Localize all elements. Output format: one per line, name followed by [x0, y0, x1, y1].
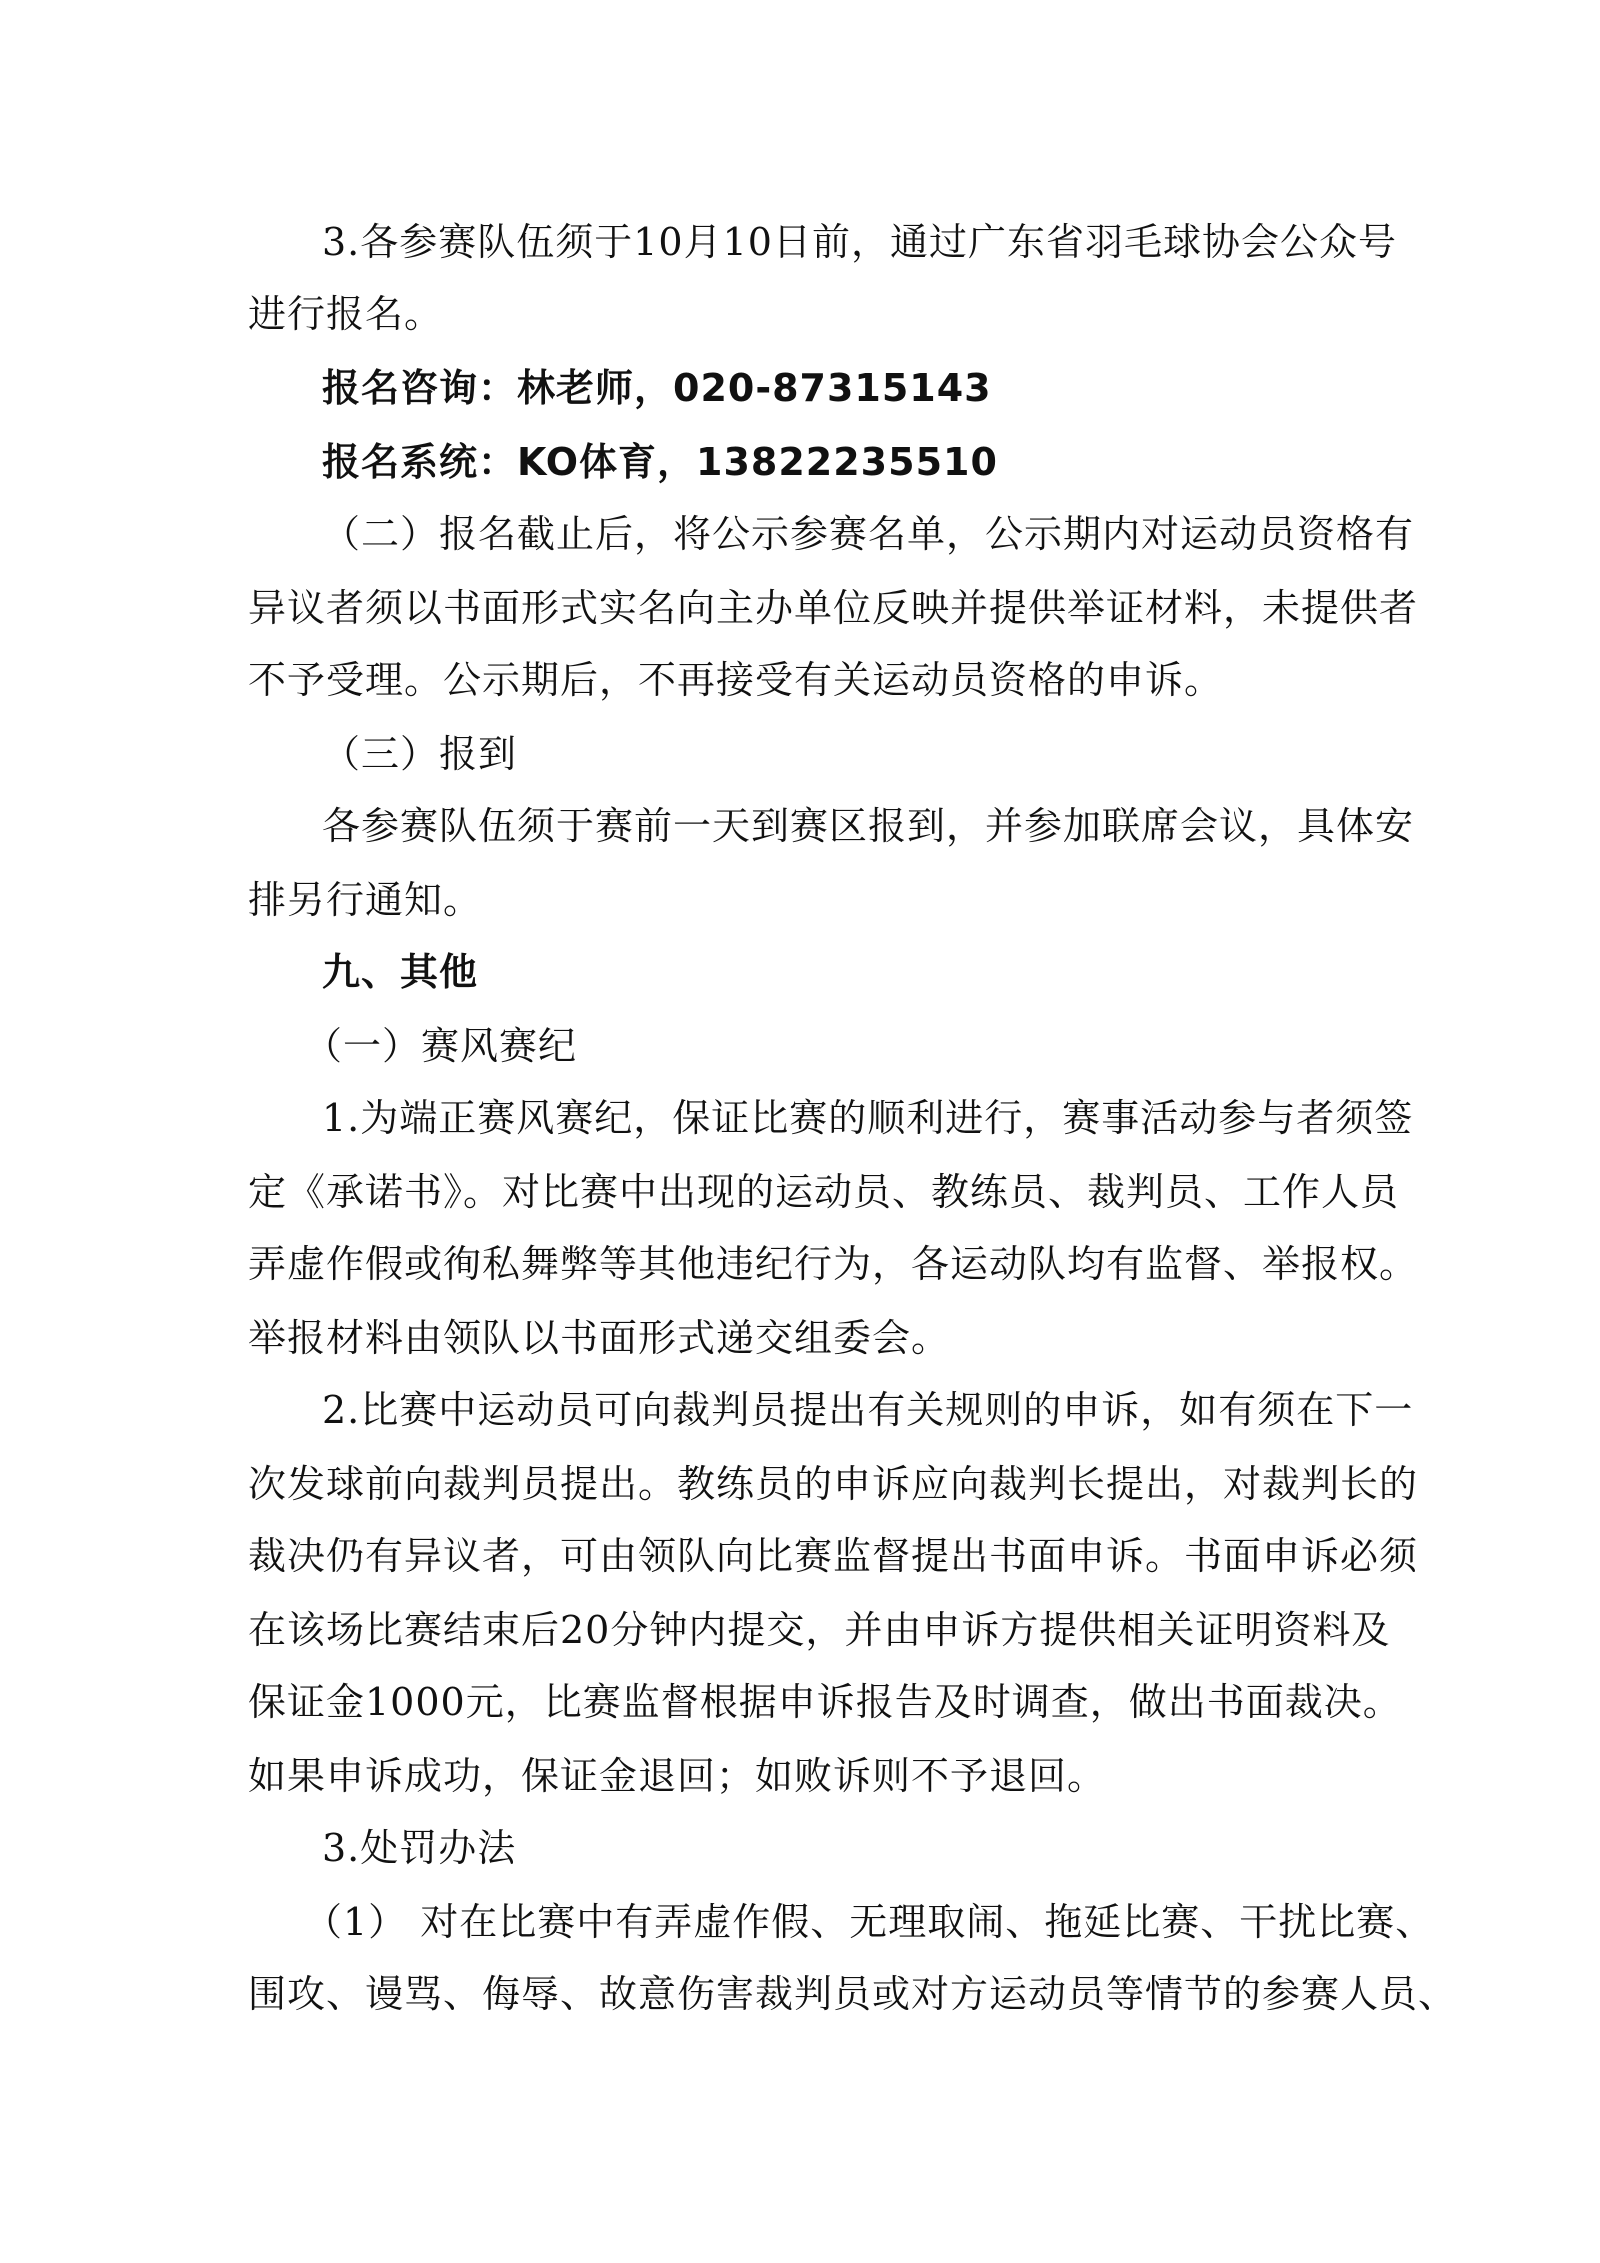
contact-line: 报名系统：KO体育，13822235510	[322, 440, 998, 484]
paragraph-line: 进行报名。	[248, 292, 444, 336]
paragraph-line: 1.为端正赛风赛纪，保证比赛的顺利进行，赛事活动参与者须签	[322, 1096, 1414, 1140]
section-heading: 3.处罚办法	[322, 1826, 517, 1870]
paragraph-line: 围攻、谩骂、侮辱、故意伤害裁判员或对方运动员等情节的参赛人员、	[248, 1972, 1458, 2016]
paragraph-line: 各参赛队伍须于赛前一天到赛区报到，并参加联席会议，具体安	[322, 804, 1415, 848]
paragraph-line: 保证金1000元，比赛监督根据申诉报告及时调查，做出书面裁决。	[248, 1680, 1402, 1724]
paragraph-line: （1） 对在比赛中有弄虚作假、无理取闹、拖延比赛、干扰比赛、	[304, 1900, 1435, 1944]
chapter-heading: 九、其他	[322, 950, 479, 994]
section-heading: （三）报到	[322, 732, 518, 776]
paragraph-line: （二）报名截止后，将公示参赛名单，公示期内对运动员资格有	[322, 512, 1415, 556]
paragraph-line: 2.比赛中运动员可向裁判员提出有关规则的申诉，如有须在下一	[322, 1388, 1414, 1432]
paragraph-line: 在该场比赛结束后20分钟内提交，并由申诉方提供相关证明资料及	[248, 1608, 1391, 1652]
paragraph-line: 异议者须以书面形式实名向主办单位反映并提供举证材料，未提供者	[248, 586, 1419, 630]
paragraph-line: 弄虚作假或徇私舞弊等其他违纪行为，各运动队均有监督、举报权。	[248, 1242, 1419, 1286]
paragraph-line: 举报材料由领队以书面形式递交组委会。	[248, 1316, 951, 1360]
paragraph-line: 排另行通知。	[248, 878, 483, 922]
paragraph-line: 不予受理。公示期后，不再接受有关运动员资格的申诉。	[248, 658, 1224, 702]
section-heading: （一）赛风赛纪	[304, 1024, 578, 1068]
paragraph-line: 裁决仍有异议者，可由领队向比赛监督提出书面申诉。书面申诉必须	[248, 1534, 1419, 1578]
paragraph-line: 次发球前向裁判员提出。教练员的申诉应向裁判长提出，对裁判长的	[248, 1462, 1419, 1506]
paragraph-line: 3.各参赛队伍须于10月10日前，通过广东省羽毛球协会公众号	[322, 220, 1397, 264]
paragraph-line: 如果申诉成功，保证金退回；如败诉则不予退回。	[248, 1754, 1107, 1798]
paragraph-line: 定《承诺书》。对比赛中出现的运动员、教练员、裁判员、工作人员	[248, 1170, 1400, 1214]
contact-line: 报名咨询：林老师，020-87315143	[322, 366, 992, 410]
